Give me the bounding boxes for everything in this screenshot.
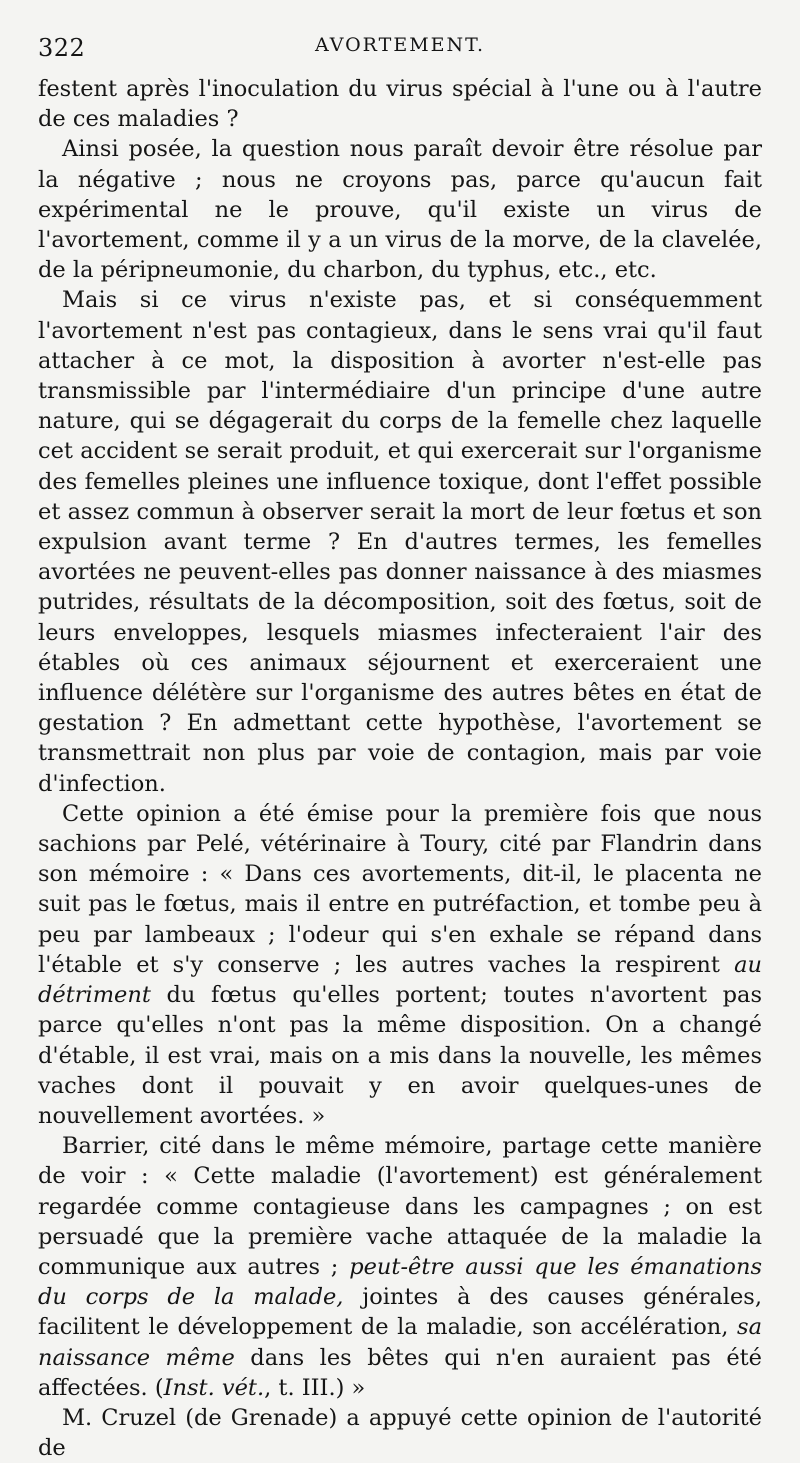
italic-text: peut-être aussi que les émanations du corps de la malade,: [38, 1253, 762, 1311]
page-header: [38, 30, 762, 70]
paragraph-text: Barrier, cité dans le même mémoire, partage cette manière de voir : « Cette maladie (l'avortement) est généralement regardée comme contagieuse dans les campagnes ; on est persuadé que la première vache attaquée de la maladie la communique aux autres ;: [38, 1133, 762, 1280]
body-text: [38, 74, 762, 1463]
paragraph-text: du fœtus qu'elles portent; toutes n'avortent pas parce qu'elles n'ont pas la même disposition. On a changé d'étable, il est vrai, mais on a mis dans la nouvelle, les mêmes vaches dont il pouvait y en avoir quelques-unes de nouvellement avortées. »: [38, 982, 762, 1129]
page-number: 322: [38, 34, 86, 62]
italic-text: sa naissance même: [38, 1314, 762, 1371]
paragraph-text: festent après l'inoculation du virus spécial à l'une ou à l'autre de ces maladies ?: [38, 76, 762, 133]
paragraph: [38, 134, 762, 285]
paragraph: [38, 799, 762, 1131]
paragraph: [38, 1403, 762, 1463]
paragraph-text: M. Cruzel (de Grenade) a appuyé cette opinion de l'autorité de: [38, 1404, 762, 1462]
paragraph: [38, 74, 762, 134]
paragraph-text: dans les bêtes qui n'en auraient pas été affectées. (: [38, 1344, 762, 1401]
paragraph-text: , t. III.) »: [264, 1374, 366, 1401]
italic-text: Inst. vét.: [163, 1374, 265, 1401]
paragraph: [38, 285, 762, 798]
italic-text: au détriment: [38, 951, 762, 1009]
paragraph-text: Mais si ce virus n'existe pas, et si conséquemment l'avortement n'est pas contagieux, dans le sens vrai qu'il faut attacher à ce mot, la disposition à avorter n'est-elle pas transmissible par l'intermédiaire d'un principe d'une autre nature, qui se dégagerait du corps de la femelle chez laquelle cet accident se serait produit, et qui exercerait sur l'organisme des femelles pleines une influence toxique, dont l'effet possible et assez commun à observer serait la mort de leur fœtus et son expulsion avant terme ? En d'autres termes, les femelles avortées ne peuvent-elles pas donner naissance à des miasmes putrides, résultats de la décomposition, soit des fœtus, soit de leurs enveloppes, lesquels miasmes infecteraient l'air des étables où ces animaux séjournent et exerceraient une influence délétère sur l'organisme des autres bêtes en état de gestation ? En admettant cette hypothèse, l'avortement se transmettrait non plus par voie de contagion, mais par voie d'infection.: [38, 287, 762, 797]
paragraph-text: Ainsi posée, la question nous paraît devoir être résolue par la négative ; nous ne croyons pas, parce qu'aucun fait expérimental ne le prouve, qu'il existe un virus de l'avortement, comme il y a un virus de la morve, de la clavelée, de la péripneumonie, du charbon, du typhus, etc., etc.: [38, 136, 762, 284]
paragraph-text: jointes à des causes générales, facilitent le développement de la maladie, son accélération,: [38, 1284, 762, 1341]
paragraph-text: Cette opinion a été émise pour la première fois que nous sachions par Pelé, vétérinaire à Toury, cité par Flandrin dans son mémoire : « Dans ces avortements, dit-il, le placenta ne suit pas le fœtus, mais il entre en putréfaction, et tombe peu à peu par lambeaux ; l'odeur qui s'en exhale se répand dans l'étable et s'y conserve ; les autres vaches la respirent: [38, 800, 762, 978]
paragraph: [38, 1131, 762, 1403]
running-title: AVORTEMENT.: [314, 34, 486, 56]
